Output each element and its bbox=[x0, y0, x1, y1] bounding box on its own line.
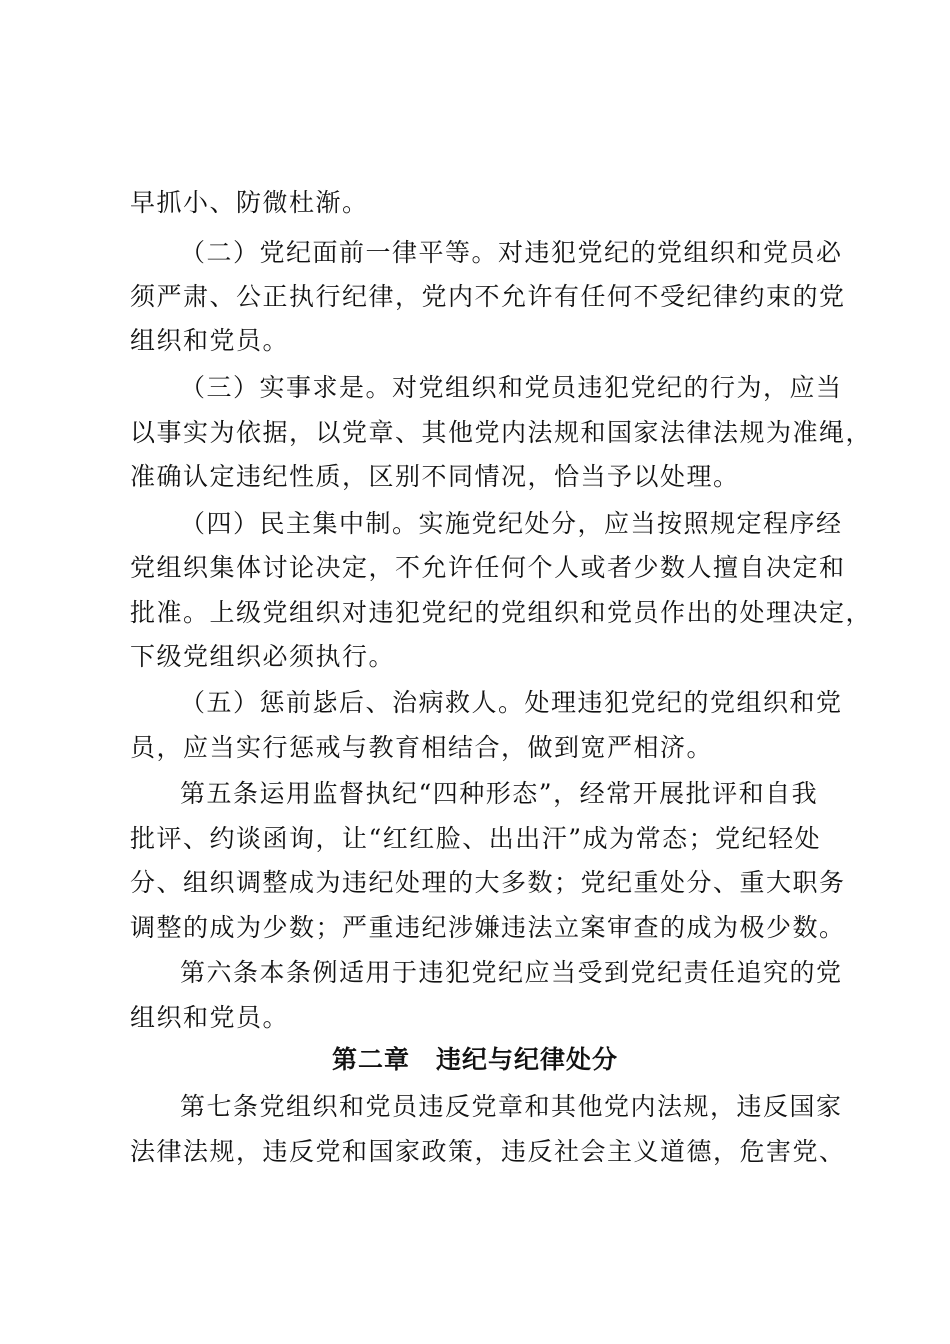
text-line: 准确认定违纪性质，区别不同情况，恰当予以处理。 bbox=[130, 462, 740, 491]
text-line: 下级党组织必须执行。 bbox=[130, 642, 396, 671]
text-line: （三）实事求是。对党组织和党员违犯党纪的行为，应当 bbox=[180, 373, 843, 402]
text-line: （五）惩前毖后、治病救人。处理违犯党纪的党组织和党 bbox=[180, 688, 843, 717]
text-line: （二）党纪面前一律平等。对违犯党纪的党组织和党员必 bbox=[180, 238, 843, 267]
text-line: 员，应当实行惩戒与教育相结合，做到宽严相济。 bbox=[130, 733, 714, 762]
text-line: 党组织集体讨论决定，不允许任何个人或者少数人擅自决定和 bbox=[130, 553, 846, 582]
text-line: 批评、约谈函询，让“红红脸、出出汗”成为常态；党纪轻处 bbox=[130, 824, 822, 853]
text-line: 早抓小、防微杜渐。 bbox=[130, 188, 369, 217]
text-line: 法律法规，违反党和国家政策，违反社会主义道德，危害党、 bbox=[130, 1137, 846, 1166]
text-line: 须严肃、公正执行纪律，党内不允许有任何不受纪律约束的党 bbox=[130, 282, 846, 311]
text-line: （四）民主集中制。实施党纪处分，应当按照规定程序经 bbox=[180, 509, 843, 538]
text-line: 组织和党员。 bbox=[130, 1003, 290, 1032]
text-line: 批准。上级党组织对违犯党纪的党组织和党员作出的处理决定， bbox=[130, 598, 873, 627]
text-line: 第六条本条例适用于违犯党纪应当受到党纪责任追究的党 bbox=[180, 958, 843, 987]
text-line: 以事实为依据，以党章、其他党内法规和国家法律法规为准绳， bbox=[130, 418, 873, 447]
text-line: 第五条运用监督执纪“四种形态”，经常开展批评和自我 bbox=[180, 779, 819, 808]
text-line: 第七条党组织和党员违反党章和其他党内法规，违反国家 bbox=[180, 1092, 843, 1121]
text-line: 组织和党员。 bbox=[130, 326, 290, 355]
text-line: 分、组织调整成为违纪处理的大多数；党纪重处分、重大职务 bbox=[130, 868, 846, 897]
text-line: 调整的成为少数；严重违纪涉嫌违法立案审查的成为极少数。 bbox=[130, 913, 846, 942]
chapter-heading: 第二章 违纪与纪律处分 bbox=[331, 1045, 618, 1074]
